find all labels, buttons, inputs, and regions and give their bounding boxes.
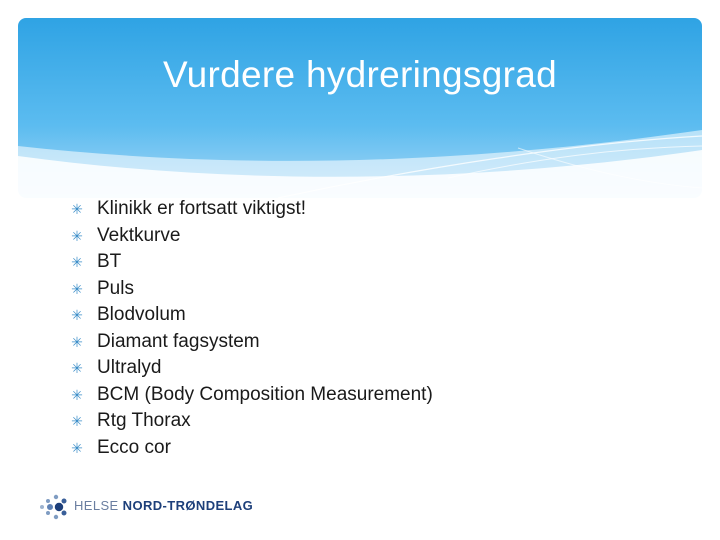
bullet-icon: ✳ bbox=[71, 201, 83, 217]
list-item bbox=[70, 302, 433, 329]
bullet-text: Diamant fagsystem bbox=[97, 330, 260, 352]
logo-text-part1: HELSE bbox=[74, 498, 123, 513]
header-banner bbox=[18, 18, 702, 198]
logo-text-part2: NORD-TRØNDELAG bbox=[122, 498, 254, 513]
list-item bbox=[70, 196, 433, 223]
bullet-text: Vektkurve bbox=[97, 224, 181, 246]
slide-title: Vurdere hydreringsgrad bbox=[163, 54, 557, 95]
bullet-icon: ✳ bbox=[71, 413, 83, 429]
bullet-icon: ✳ bbox=[71, 307, 83, 323]
bullet-icon: ✳ bbox=[71, 280, 83, 297]
list-item bbox=[70, 329, 433, 356]
logo-text bbox=[74, 498, 253, 513]
bullet-icon: ✳ bbox=[71, 254, 83, 270]
bullet-text: Klinikk er fortsatt viktigst! bbox=[97, 198, 307, 219]
list-item bbox=[70, 382, 433, 409]
list-item bbox=[70, 249, 433, 276]
list-item bbox=[70, 223, 433, 250]
bullet-text: Rtg Thorax bbox=[97, 410, 191, 431]
list-item bbox=[70, 408, 433, 435]
list-item bbox=[70, 276, 433, 303]
bullet-text: Puls bbox=[97, 277, 134, 299]
bullet-icon: ✳ bbox=[71, 333, 83, 350]
bullet-text: BCM (Body Composition Measurement) bbox=[97, 383, 433, 405]
logo-dots-icon bbox=[38, 492, 72, 522]
header-background bbox=[18, 18, 702, 198]
bullet-icon: ✳ bbox=[71, 360, 83, 376]
bullet-text: Ultralyd bbox=[97, 357, 162, 378]
bullet-list bbox=[70, 196, 433, 461]
bullet-icon: ✳ bbox=[71, 386, 83, 403]
bullet-text: BT bbox=[97, 251, 122, 272]
bullet-icon: ✳ bbox=[71, 227, 83, 244]
bullet-text: Blodvolum bbox=[97, 304, 186, 325]
bullet-text: Ecco cor bbox=[97, 436, 171, 458]
list-item bbox=[70, 435, 433, 462]
list-item bbox=[70, 355, 433, 382]
bullet-icon: ✳ bbox=[71, 439, 83, 456]
